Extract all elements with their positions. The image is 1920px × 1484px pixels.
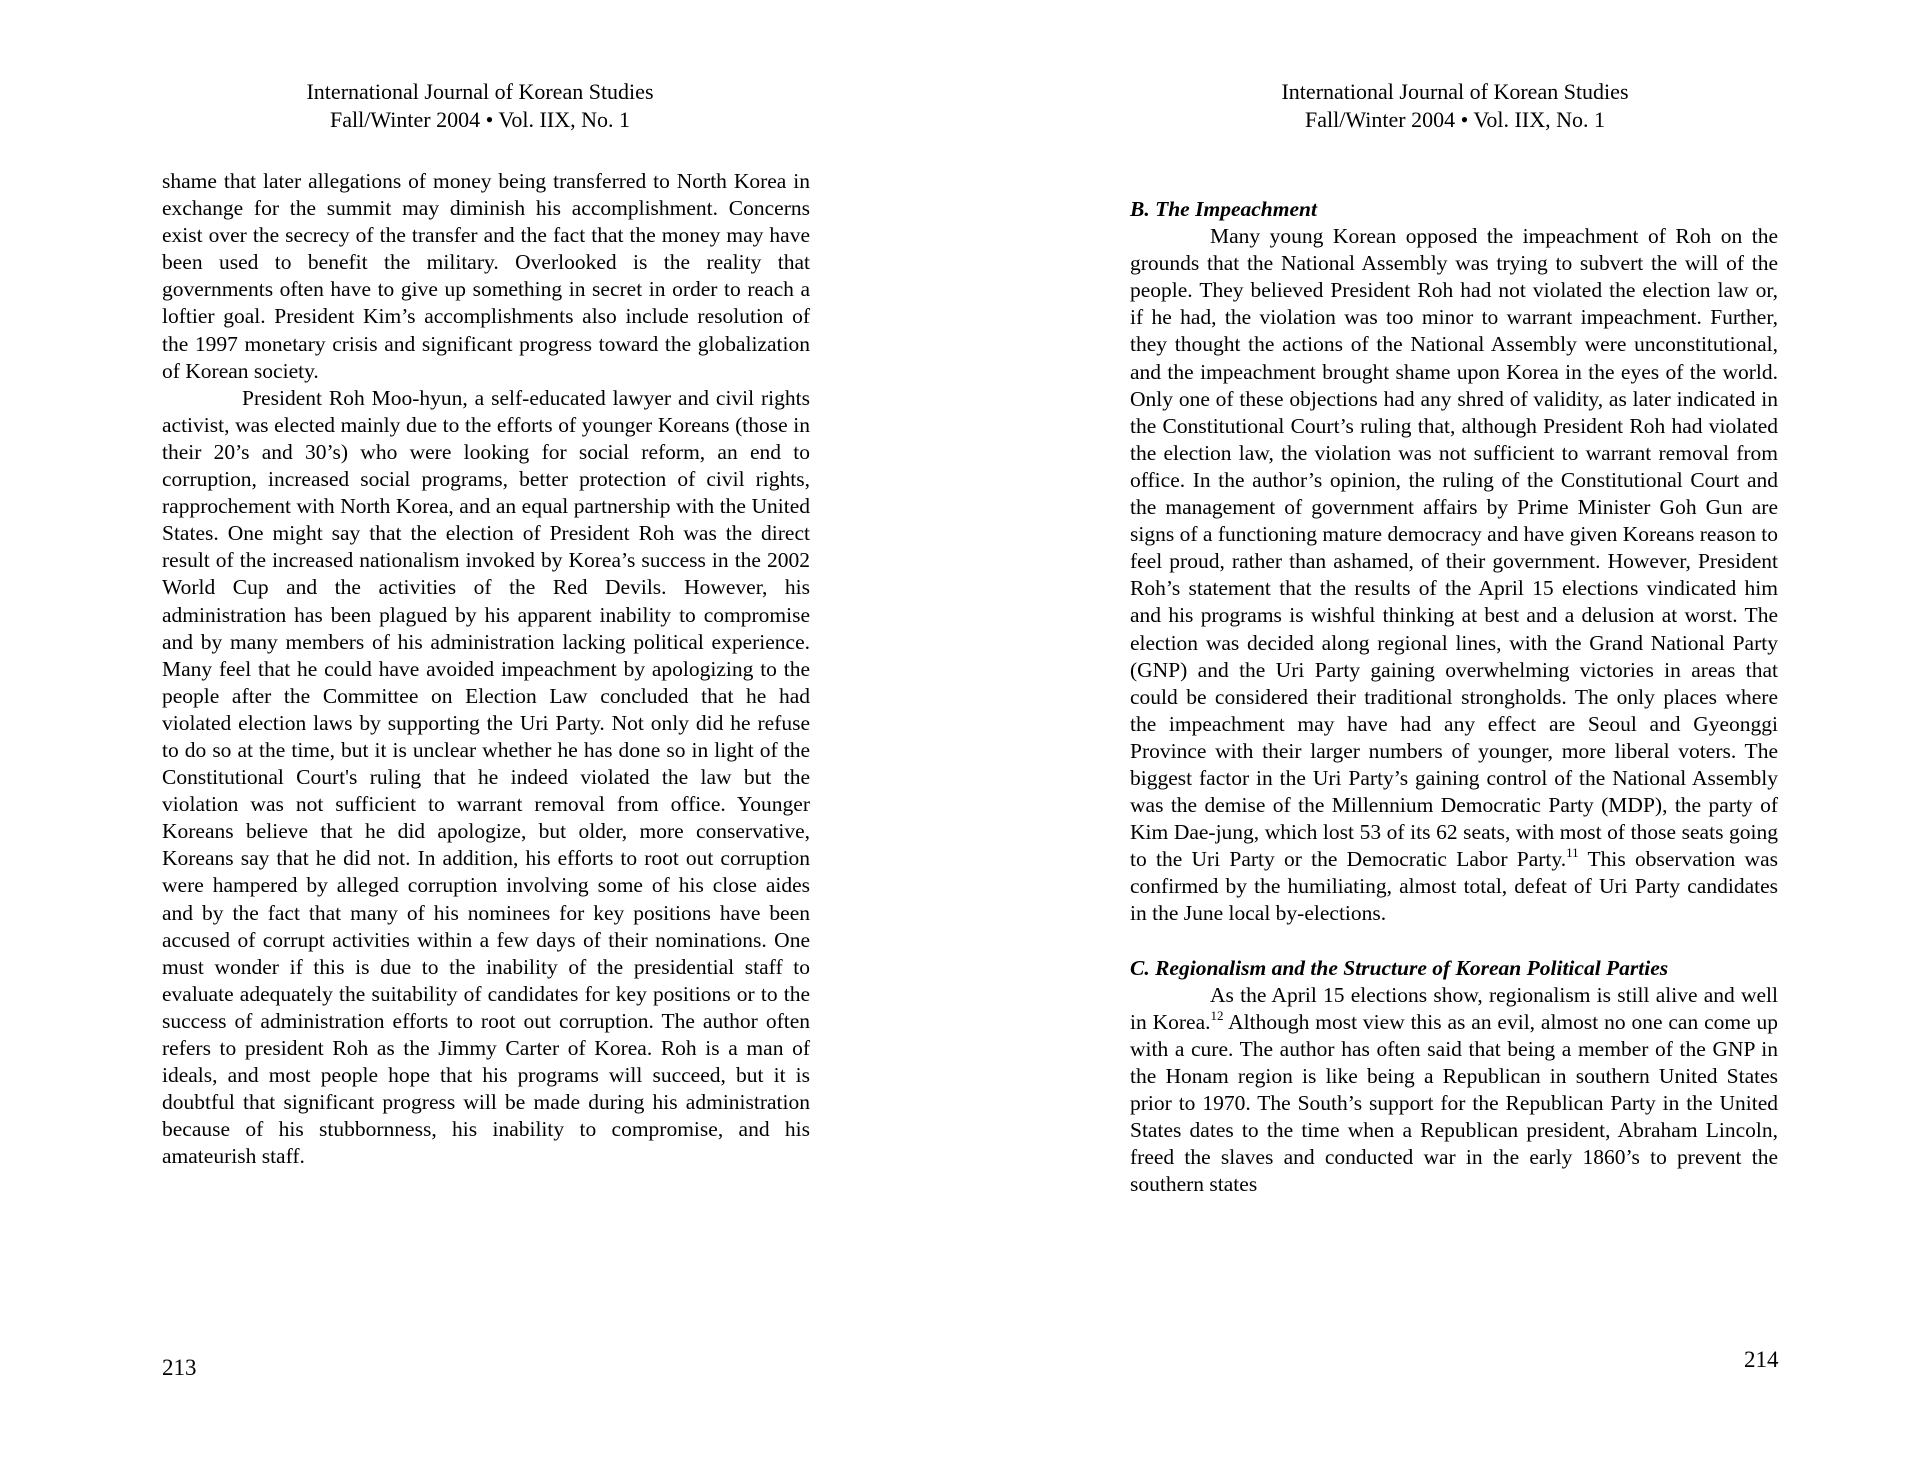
running-header <box>1125 78 1785 134</box>
journal-title: International Journal of Korean Studies <box>1281 79 1629 104</box>
footnote-marker: 12 <box>1210 1007 1224 1023</box>
issue-info: Fall/Winter 2004 • Vol. IIX, No. 1 <box>1305 107 1605 132</box>
paragraph-text: Many young Korean opposed the impeachment of Roh on the grounds that the National Assembly was trying to subvert the will of the people. They believed President Roh had not violated the election law or, if he had, the violation was too minor to warrant impeachment. Further, they thought the actions of the National Assembly were unconstitutional, and the impeachment brought shame upon Korea in the eyes of the world. Only one of these objections had any shred of validity, as later indicated in the Constitutional Court’s ruling that, although President Roh had violated the election law, the violation was not sufficient to warrant removal from office. In the author’s opinion, the ruling of the Constitutional Court and the management of government affairs by Prime Minister Goh Gun are signs of a functioning mature democracy and have given Koreans reason to feel proud, rather than ashamed, of their government. However, President Roh’s statement that the results of the April 15 elections vindicated him and his programs is wishful thinking at best and a delusion at worst. The election was decided along regional lines, with the Grand National Party (GNP) and the Uri Party gaining overwhelming victories in areas that could be considered their traditional strongholds. The only places where the impeachment may have had any effect are Seoul and Gyeonggi Province with their larger numbers of younger, more liberal voters. The biggest factor in the Uri Party’s gaining control of the National Assembly was the demise of the Millennium Democratic Party (MDP), the party of Kim Dae-jung, which lost 53 of its 62 seats, with most of those seats going to the Uri Party or the Democratic Labor Party. <box>1130 224 1778 872</box>
journal-title: International Journal of Korean Studies <box>306 79 654 104</box>
body-column <box>162 168 810 1170</box>
section-heading: C. Regionalism and the Structure of Korean Political Parties <box>1130 955 1669 980</box>
page-number: 214 <box>1744 1347 1779 1372</box>
footnote-marker: 11 <box>1566 845 1579 861</box>
body-paragraph <box>1130 223 1778 927</box>
issue-info: Fall/Winter 2004 • Vol. IIX, No. 1 <box>330 107 630 132</box>
body-paragraph <box>1130 982 1778 1199</box>
body-column <box>1130 196 1778 1198</box>
section-gap <box>1130 928 1778 955</box>
body-paragraph: shame that later allegations of money being transferred to North Korea in exchange for the summit may diminish his accomplishment. Concerns exist over the secrecy of the transfer and the fact that the money may have been used to benefit the military. Overlooked is the reality that governments often have to give up something in secret in order to reach a loftier goal. President Kim’s accomplishments also include resolution of the 1997 monetary crisis and significant progress toward the globalization of Korean society. <box>162 169 810 383</box>
running-header <box>150 78 810 134</box>
paragraph-text: As the April 15 elections show, regionalism is still alive and well in Korea. <box>1130 982 1778 1034</box>
right-page <box>960 0 1920 1484</box>
paragraph-text: This observation was confirmed by the humiliating, almost total, defeat of Uri Party candidates in the June local by-elections. <box>1130 847 1778 926</box>
section-heading: B. The Impeachment <box>1130 197 1317 221</box>
paragraph-text: Although most view this as an evil, almost no one can come up with a cure. The author has often said that being a member of the GNP in the Honam region is like being a Republican in southern United States prior to 1970. The South’s support for the Republican Party in the United States dates to the time when a Republican president, Abraham Lincoln, freed the slaves and conducted war in the early 1860’s to prevent the southern states <box>1130 1009 1778 1197</box>
body-paragraph: President Roh Moo-hyun, a self-educated lawyer and civil rights activist, was elected mainly due to the efforts of younger Koreans (those in their 20’s and 30’s) who were looking for social reform, an end to corruption, increased social programs, better protection of civil rights, rapprochement with North Korea, and an equal partnership with the United States. One might say that the election of President Roh was the direct result of the increased nationalism invoked by Korea’s success in the 2002 World Cup and the activities of the Red Devils. However, his administration has been plagued by his apparent inability to compromise and by many members of his administration lacking political experience. Many feel that he could have avoided impeachment by apologizing to the people after the Committee on Election Law concluded that he had violated election laws by supporting the Uri Party. Not only did he refuse to do so at the time, but it is unclear whether he has done so in light of the Constitutional Court's ruling that he indeed violated the law but the violation was not sufficient to warrant removal from office. Younger Koreans believe that he did apologize, but older, more conservative, Koreans say that he did not. In addition, his efforts to root out corruption were hampered by alleged corruption involving some of his close aides and by the fact that many of his nominees for key positions have been accused of corrupt activities within a few days of their nominations. One must wonder if this is due to the inability of the presidential staff to evaluate adequately the suitability of candidates for key positions or to the success of administration efforts to root out corruption. The author often refers to president Roh as the Jimmy Carter of Korea. Roh is a man of ideals, and most people hope that his programs will succeed, but it is doubtful that significant progress will be made during his administration because of his stubbornness, his inability to compromise, and his amateurish staff. <box>162 385 810 1169</box>
page-number: 213 <box>162 1355 197 1380</box>
